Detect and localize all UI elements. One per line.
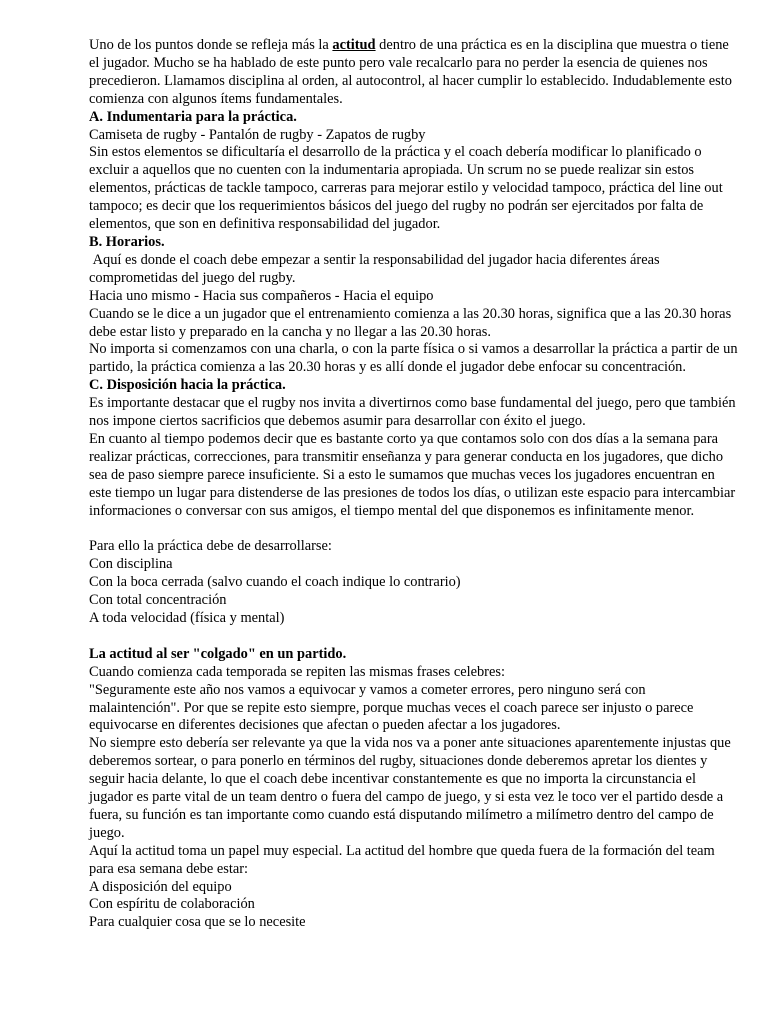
section-d-paragraph: No siempre esto debería ser relevante ya que la vida nos va a poner ante situaciones aparentemente injustas que deberemos sortear, o para ponerlo en términos del rugby, situaciones donde deberemos apretar los dientes y seguir hacia delante, lo que el coach debe incentivar constantemente es que no importa la circunstancia el jugador es parte vital de un team dentro o fuera del campo de juego, y si esta vez le toco ver el partido desde a fuera, su función es tan importante como cuando está disputando milímetro a milímetro dentro del campo de juego. [89, 735, 731, 841]
section-b-paragraph: Hacia uno mismo - Hacia sus compañeros - Hacia el equipo [89, 287, 434, 304]
section-d-paragraph: "Seguramente este año nos vamos a equivocar y vamos a cometer errores, pero ninguno será con malaintención". Por que se repite esto siempre, porque muchas veces el coach parece ser injusto o parece equivocarse en diferentes decisiones que afectan o pueden afectar a los jugadores. [89, 681, 694, 734]
intro-paragraph [89, 37, 738, 109]
list-intro: Para ello la práctica debe de desarrollarse: [89, 538, 332, 555]
section-d-paragraph: Cuando comienza cada temporada se repiten las mismas frases celebres: [89, 663, 505, 680]
blank-line [89, 520, 738, 538]
blank-line [89, 628, 738, 646]
section-b-paragraph: Cuando se le dice a un jugador que el entrenamiento comienza a las 20.30 horas, significa que a las 20.30 horas debe estar listo y preparado en la cancha y no llegar a las 20.30 horas. [89, 305, 732, 340]
section-a-heading: A. Indumentaria para la práctica. [89, 108, 297, 125]
section-d-heading: La actitud al ser "colgado" en un partido. [89, 645, 347, 662]
list-item: Para cualquier cosa que se lo necesite [89, 914, 306, 931]
list-item: Con total concentración [89, 592, 227, 609]
intro-text-after: dentro de una práctica es en la disciplina que muestra o tiene el jugador. Mucho se ha hablado de este punto pero vale recalcarlo para no perder la esencia de quienes nos precedieron. Llamamos disciplina al orden, al autocontrol, al hacer cumplir lo establecido. Indudablemente esto comienza con algunos ítems fundamentales. [89, 37, 732, 107]
section-b-paragraph: Aquí es donde el coach debe empezar a sentir la responsabilidad del jugador hacia diferentes áreas comprometidas del juego del rugby. [89, 251, 664, 286]
section-d-paragraph: Aquí la actitud toma un papel muy especial. La actitud del hombre que queda fuera de la formación del team para esa semana debe estar: [89, 842, 715, 877]
list-item: Con disciplina [89, 556, 173, 573]
list-item: A toda velocidad (física y mental) [89, 609, 285, 626]
list-item: Con la boca cerrada (salvo cuando el coach indique lo contrario) [89, 574, 461, 591]
list-item: A disposición del equipo [89, 878, 232, 895]
intro-text-before: Uno de los puntos donde se refleja más la [89, 37, 333, 53]
section-c-paragraph: En cuanto al tiempo podemos decir que es bastante corto ya que contamos solo con dos días a la semana para realizar prácticas, correcciones, para transmitir enseñanza y para generar conducta en los jugadores, que dicho sea de paso siempre parece insuficiente. Si a esto le sumamos que muchas veces los jugadores encuentran en este tiempo un lugar para distenderse de las presiones de todos los días, o utilizan este espacio para intercambiar informaciones o conversar con sus amigos, el tiempo mental del que disponemos es infinitamente menor. [89, 430, 736, 519]
section-a-items: Camiseta de rugby - Pantalón de rugby - Zapatos de rugby [89, 126, 426, 143]
section-b-heading: B. Horarios. [89, 233, 165, 250]
list-item: Con espíritu de colaboración [89, 896, 255, 913]
section-a-body: Sin estos elementos se dificultaría el desarrollo de la práctica y el coach debería modificar lo planificado o excluir a aquellos que no cuenten con la indumentaria apropiada. Un scrum no se puede realizar sin estos elementos, prácticas de tackle tampoco, carreras para mejorar estilo y velocidad tampoco, práctica del line out tampoco; es decir que los requerimientos básicos del juego del rugby no podrán ser ejercitados por falta de elementos, que son en definitiva responsabilidad del jugador. [89, 144, 723, 233]
section-c-heading: C. Disposición hacia la práctica. [89, 377, 286, 394]
section-c-paragraph: Es importante destacar que el rugby nos invita a divertirnos como base fundamental del juego, pero que también nos impone ciertos sacrificios que debemos asumir para desarrollar con éxito el juego. [89, 395, 736, 430]
section-b-paragraph: No importa si comenzamos con una charla, o con la parte física o si vamos a desarrollar la práctica a partir de un partido, la práctica comienza a las 20.30 horas y es allí donde el jugador debe enfocar su concentración. [89, 341, 738, 376]
intro-keyword: actitud [332, 37, 376, 53]
